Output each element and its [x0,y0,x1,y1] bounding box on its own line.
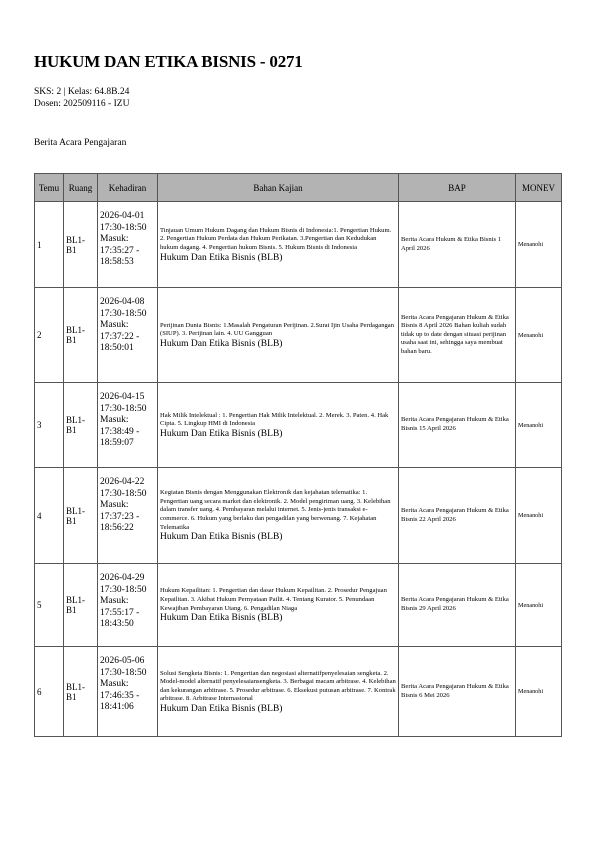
cell-ruang: BL1-B1 [64,647,98,737]
cell-kehadiran: 2026-04-15 17:30-18:50 Masuk: 17:38:49 - 18:59:07 [98,383,158,468]
table-row [35,468,562,564]
cell-kehadiran: 2026-04-08 17:30-18:50 Masuk: 17:37:22 - 18:50:01 [98,288,158,383]
table-row [35,647,562,737]
cell-bap: Berita Acara Pengajaran Hukum & Etika Bisnis 6 Mei 2026 [399,647,516,737]
cell-temu: 5 [35,564,64,647]
table-row [35,202,562,288]
cell-monev: Menanohi [516,202,562,288]
cell-bahan-kajian [158,288,399,383]
column-header-kehadiran: Kehadiran [98,174,158,202]
cell-bahan-kajian [158,468,399,564]
matkul-name: Hukum Dan Etika Bisnis (BLB) [160,428,283,439]
matkul-name: Hukum Dan Etika Bisnis (BLB) [160,703,283,714]
bahan-text: Hukum Kepailitan: 1. Pengertian dan dasar Hukum Kepailitan. 2. Prosedur Pengajuan Kepailitan. 3. Akibat Hukum Pernyataan Pailit. 4. Tentang Kurator. 5. Penundaan Kewajiban Pembayaran Utang. 6. Pengadilan Niaga [160,587,387,612]
matkul-name: Hukum Dan Etika Bisnis (BLB) [160,338,283,349]
cell-temu: 1 [35,202,64,288]
column-header-bap: BAP [399,174,516,202]
column-header-bahan-kajian: Bahan Kajian [158,174,399,202]
cell-kehadiran: 2026-05-06 17:30-18:50 Masuk: 17:46:35 - 18:41:06 [98,647,158,737]
cell-ruang: BL1-B1 [64,202,98,288]
cell-monev: Menanohi [516,288,562,383]
bahan-text: Tinjauan Umum Hukum Dagang dan Hukum Bisnis di Indonesia:1. Pengertian Hukum. 2. Pengertian Hukum Perdata dan Hukum Perikatan. 3.Pengertian dan Kedudukan hukum dagang. 4. Pengertian hukum Bisnis. 5. Hukum Bisnis di Indonesia [160,226,392,251]
cell-bap: Berita Acara Pengajaran Hukum & Etika Bisnis 29 April 2026 [399,564,516,647]
column-header-monev: MONEV [516,174,562,202]
cell-monev: Menanohi [516,564,562,647]
bahan-text: Perijinan Dunia Bisnis: 1.Masalah Pengaturan Perijinan. 2.Surat Ijin Usaha Perdagangan (SIUP). 3. Perijinan lain. 4. UU Gangguan [160,321,395,338]
cell-monev: Menanohi [516,383,562,468]
sks-kelas-line: SKS: 2 | Kelas: 64.8B.24 [34,87,130,97]
cell-temu: 6 [35,647,64,737]
cell-bap: Berita Acara Hukum & Etika Bisnis 1 April 2026 [399,202,516,288]
matkul-name: Hukum Dan Etika Bisnis (BLB) [160,532,283,543]
section-title: Berita Acara Pengajaran [34,138,127,148]
table-header-row [35,174,562,202]
bahan-text: Kegiatan Bisnis dengan Menggunakan Elektronik dan kejahatan telematika: 1. Pengertian uang secara market dan elektronik. 2. Model pengiriman uang. 3. Kelebihan dalam transfer uang. 4. Pembayaran melalui internet. 5. Jenis-jenis transaksi e-commerce. 6. Hukum yang berlaku dan pengadilan yang berwenang. 7. Kejahatan Telematika [160,489,391,531]
cell-ruang: BL1-B1 [64,468,98,564]
matkul-name: Hukum Dan Etika Bisnis (BLB) [160,613,283,624]
bap-table [34,173,562,737]
cell-bahan-kajian [158,647,399,737]
cell-ruang: BL1-B1 [64,564,98,647]
column-header-ruang: Ruang [64,174,98,202]
bahan-text: Solusi Sengketa Bisnis: 1. Pengertian dan negosiasi alternatifpenyelesaian sengketa. 2. Model-model alternatif penyelesaiansengketa. 3. Berbagai macam arbitrase. 4. Kelebihan dan kekurangan arbitrase. 5. Prosedur arbitrase. 6. Eksekusi putusan arbitrase. 7. Kontrak arbitrase. 8. Arbitrase Internasional [160,669,396,703]
table-row [35,564,562,647]
table-row [35,288,562,383]
cell-ruang: BL1-B1 [64,383,98,468]
table-row [35,383,562,468]
cell-temu: 3 [35,383,64,468]
cell-bahan-kajian [158,202,399,288]
cell-bap: Berita Acara Pengajaran Hukum & Etika Bisnis 8 April 2026 Bahan kuliah sudah tidak up to date dengan situasi perijinan usaha saat ini, sehingga saya membuat bahan baru. [399,288,516,383]
cell-kehadiran: 2026-04-29 17:30-18:50 Masuk: 17:55:17 - 18:43:50 [98,564,158,647]
cell-ruang: BL1-B1 [64,288,98,383]
page-title: HUKUM DAN ETIKA BISNIS - 0271 [34,52,303,71]
cell-bap: Berita Acara Pengajaran Hukum & Etika Bisnis 22 April 2026 [399,468,516,564]
cell-bap: Berita Acara Pengajaran Hukum & Etika Bisnis 15 April 2026 [399,383,516,468]
dosen-line: Dosen: 202509116 - IZU [34,99,130,109]
bahan-text: Hak Milik Intelektual : 1. Pengertian Hak Milik Intelektual. 2. Merek. 3. Paten. 4. Hak Cipta. 5. Lingkup HMI di Indonesia [160,411,389,428]
cell-kehadiran: 2026-04-22 17:30-18:50 Masuk: 17:37:23 - 18:56:22 [98,468,158,564]
cell-temu: 4 [35,468,64,564]
cell-temu: 2 [35,288,64,383]
matkul-name: Hukum Dan Etika Bisnis (BLB) [160,252,283,263]
column-header-temu: Temu [35,174,64,202]
cell-monev: Menanohi [516,647,562,737]
cell-kehadiran: 2026-04-01 17:30-18:50 Masuk: 17:35:27 - 18:58:53 [98,202,158,288]
cell-bahan-kajian [158,383,399,468]
cell-bahan-kajian [158,564,399,647]
cell-monev: Menanohi [516,468,562,564]
